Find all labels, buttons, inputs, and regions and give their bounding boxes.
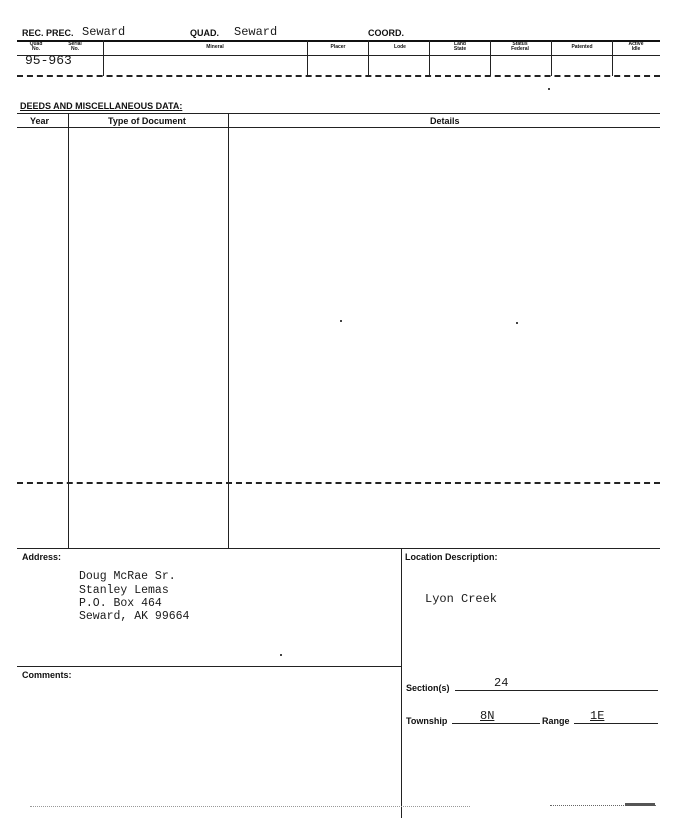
divider-patented [551,40,552,76]
location-description-value: Lyon Creek [425,592,498,606]
col-mineral: Mineral [206,44,224,50]
address-line-2: Stanley Lemas [79,584,169,597]
divider-placer [307,40,308,76]
section-label: Section(s) [406,683,450,693]
section-value: 24 [494,676,509,690]
quad-label: QUAD. [190,28,219,38]
divider-active [612,40,613,76]
deeds-top-rule [17,113,660,114]
deeds-col-type: Type of Document [108,116,186,126]
col-lode: Lode [394,44,406,50]
scan-noise-line [30,806,470,807]
col-land-state: Land State [453,41,467,52]
section-line [455,690,658,691]
quad-value: Seward [234,25,278,39]
deeds-bottom-rule [17,548,660,549]
comments-label: Comments: [22,670,72,680]
deeds-col-year: Year [30,116,50,126]
deeds-col-details: Details [430,116,460,126]
comments-top-rule [17,666,401,667]
scan-noise-mark [625,803,655,806]
col-status-federal: Status Federal [511,41,529,52]
col-patented: Patented [571,44,593,50]
col-active-idle: Active Idle [628,41,644,52]
scan-speck [516,322,518,324]
header-top-rule [17,40,660,42]
range-line [574,723,658,724]
township-label: Township [406,716,448,726]
township-value: 8N [480,709,495,723]
address-line-3: P.O. Box 464 [79,597,162,610]
address-line-4: Seward, AK 99664 [79,610,190,623]
header-bottom-dashed-rule [17,75,660,77]
header-mid-rule [17,55,660,56]
divider-mineral [103,40,104,76]
scan-speck [340,320,342,322]
rec-prec-label: REC. PREC. [22,28,74,38]
col-placer: Placer [330,44,346,50]
address-location-divider [401,548,402,818]
divider-status [490,40,491,76]
deeds-header-rule [17,127,660,128]
address-label: Address: [22,552,62,562]
rec-prec-value: Seward [82,25,126,39]
coord-label: COORD. [368,28,404,38]
scan-speck [280,654,282,656]
col-quad-no: Quad No. [29,41,43,52]
range-label: Range [542,716,570,726]
address-line-1: Doug McRae Sr. [79,570,176,583]
scan-speck [548,88,550,90]
quad-serial-value: 95-963 [25,53,72,68]
divider-lode [368,40,369,76]
township-line [452,723,540,724]
divider-land [429,40,430,76]
deeds-dashed-rule [17,482,660,484]
location-description-label: Location Description: [405,552,498,562]
range-value: 1E [590,709,605,723]
col-serial-no: Serial No. [68,41,82,52]
deeds-section-title: DEEDS AND MISCELLANEOUS DATA: [20,101,183,111]
